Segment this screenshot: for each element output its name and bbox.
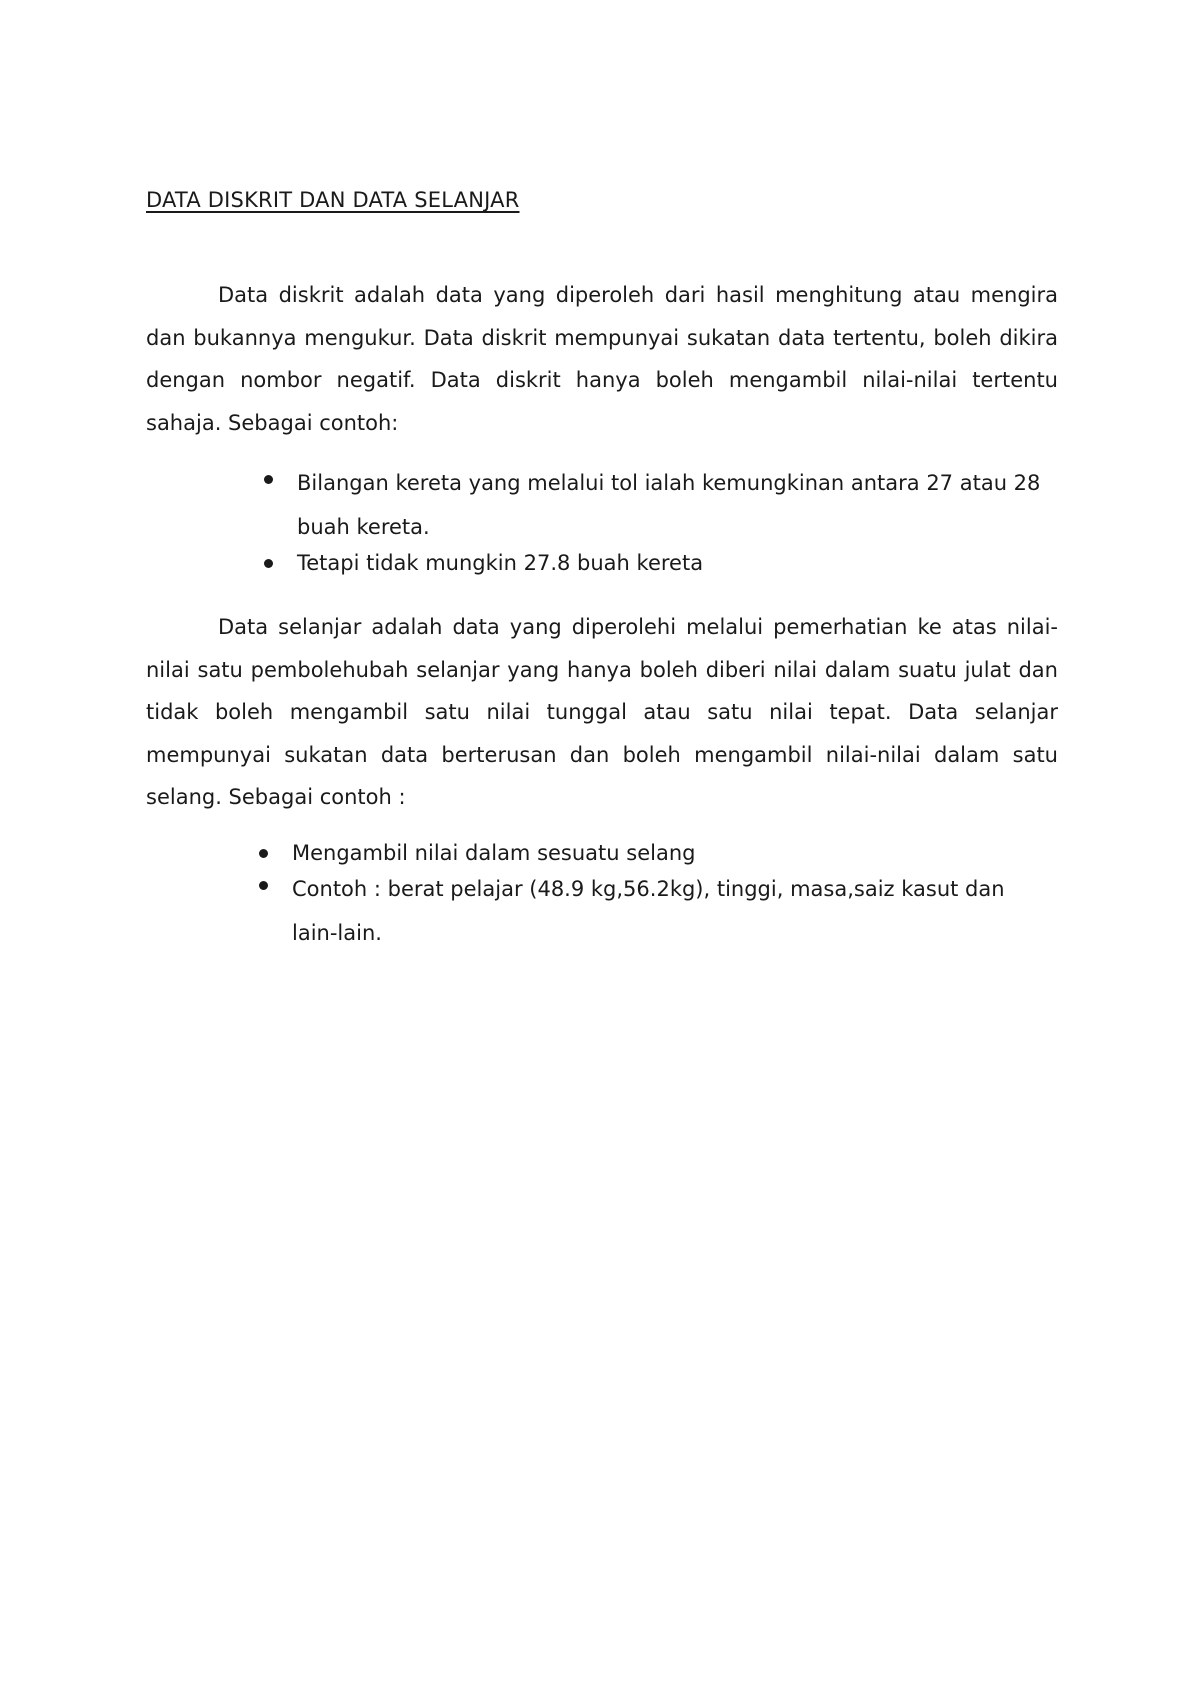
paragraph-continuous-data: Data selanjar adalah data yang diperolehi melalui pemerhatian ke atas nilai-nilai satu pembolehubah selanjar yang hanya boleh diberi nilai dalam suatu julat dan tidak boleh mengambil satu nilai tunggal atau satu nilai tepat. Data selanjar mempunyai sukatan data berterusan dan boleh mengambil nilai-nilai dalam satu selang. Sebagai contoh : xyxy=(146,615,1058,809)
list-item xyxy=(260,549,1060,577)
paragraph-discrete-data: Data diskrit adalah data yang diperoleh dari hasil menghitung atau mengira dan bukannya mengukur. Data diskrit mempunyai sukatan data tertentu, boleh dikira dengan nombor negatif. Data diskrit hanya boleh mengambil nilai-nilai tertentu sahaja. Sebagai contoh: xyxy=(146,283,1058,435)
list-item xyxy=(260,461,1060,549)
list-item xyxy=(255,839,1055,867)
bullet-list-continuous-examples xyxy=(255,839,1055,955)
list-item xyxy=(255,867,1055,955)
list-item-text: Bilangan kereta yang melalui tol ialah kemungkinan antara 27 atau 28 buah kereta. xyxy=(297,471,1041,539)
document-title: DATA DISKRIT DAN DATA SELANJAR xyxy=(146,188,520,212)
bullet-icon xyxy=(264,559,273,568)
bullet-icon xyxy=(264,475,273,484)
list-item-text: Contoh : berat pelajar (48.9 kg,56.2kg), tinggi, masa,saiz kasut dan lain-lain. xyxy=(292,877,1005,945)
list-item-text: Tetapi tidak mungkin 27.8 buah kereta xyxy=(297,551,704,575)
bullet-list-discrete-examples xyxy=(260,461,1060,577)
list-item-text: Mengambil nilai dalam sesuatu selang xyxy=(292,841,696,865)
bullet-icon xyxy=(259,849,268,858)
bullet-icon xyxy=(259,881,268,890)
